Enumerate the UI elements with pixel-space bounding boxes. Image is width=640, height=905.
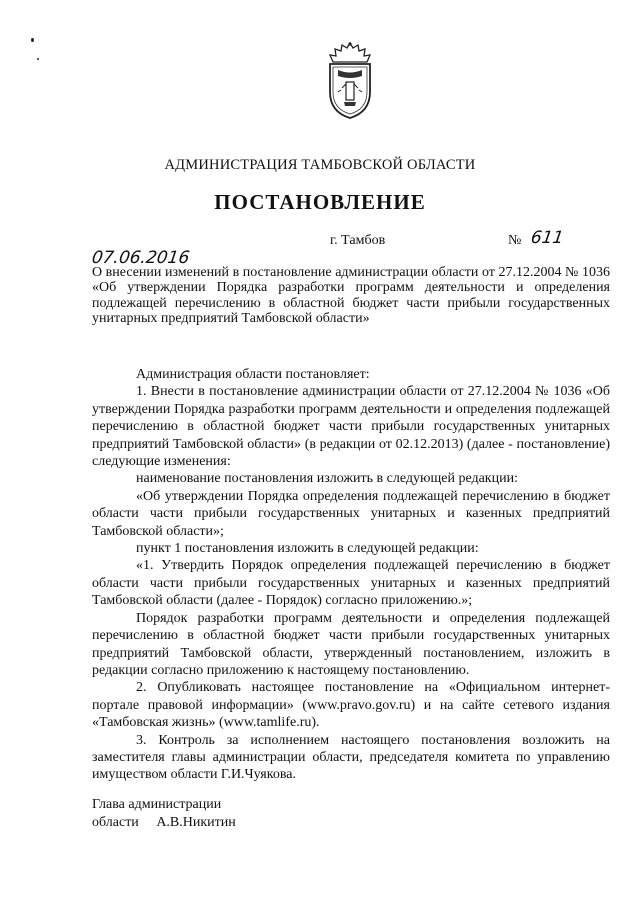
body-paragraph-title-change: наименование постановления изложить в следующей редакции: xyxy=(136,471,518,487)
body-paragraph-item-1: 1. Внести в постановление администрации области от 27.12.2004 № 1036 «Об утверждении Порядка разработки программ деятельности и определения подлежащей перечислению в областной бюджет части прибыли государственных унитарных предприятий Тамбовской области» (в редакции от 02.12.2013) (далее - постановление) следующие изменения: xyxy=(92,384,610,470)
organization-name: АДМИНИСТРАЦИЯ ТАМБОВСКОЙ ОБЛАСТИ xyxy=(164,157,476,173)
body-paragraph-procedure: Порядок разработки программ деятельности и определения подлежащей перечислению в областной бюджет части прибыли государственных унитарных предприятий Тамбовской области, утвержденный постановлением, изложить в редакции согласно приложению к настоящему постановлению. xyxy=(92,610,610,678)
signatory-position: Глава администрации xyxy=(92,797,222,812)
document-number-value: 611 xyxy=(529,228,565,248)
body-paragraph-new-clause: «1. Утвердить Порядок определения подлежащей перечислению в бюджет области части прибыли государственных унитарных и казенных предприятий Тамбовской области (далее - Порядок) согласно приложению.»; xyxy=(92,558,610,609)
document-subject: О внесении изменений в постановление администрации области от 27.12.2004 № 1036 «Об утверждении Порядка разработки программ деятельности и определения подлежащей перечислению в областной бюджет части прибыли государственных унитарных предприятий Тамбовской области» xyxy=(92,265,610,326)
signatory-name: А.В.Никитин xyxy=(156,814,236,830)
number-label: № xyxy=(508,233,522,248)
document-number xyxy=(531,228,563,248)
signature-block xyxy=(92,796,236,831)
signatory-position-line2: области xyxy=(92,814,139,830)
scan-speck xyxy=(31,38,34,42)
coat-of-arms-icon xyxy=(322,40,378,120)
body-paragraph-intro: Администрация области постановляет: xyxy=(136,367,370,382)
document-date-value: 07.06.2016 xyxy=(90,248,191,268)
document-body xyxy=(92,366,610,784)
city-label: г. Тамбов xyxy=(330,233,386,248)
body-paragraph-item-3: 3. Контроль за исполнением настоящего постановления возложить на заместителя главы администрации области, председателя комитета по управлению имуществом области Г.И.Чуякова. xyxy=(92,732,610,783)
document-type-title: ПОСТАНОВЛЕНИЕ xyxy=(214,190,426,214)
scan-speck xyxy=(37,58,39,60)
body-paragraph-new-title: «Об утверждении Порядка определения подлежащей перечислению в бюджет области части прибыли государственных унитарных и казенных предприятий Тамбовской области»; xyxy=(92,488,610,539)
body-paragraph-item-2: 2. Опубликовать настоящее постановление на «Официальном интернет-портале правовой информации» (www.pravo.gov.ru) и на сайте сетевого издания «Тамбовская жизнь» (www.tamlife.ru). xyxy=(92,680,610,731)
body-paragraph-clause-change: пункт 1 постановления изложить в следующей редакции: xyxy=(136,541,479,557)
